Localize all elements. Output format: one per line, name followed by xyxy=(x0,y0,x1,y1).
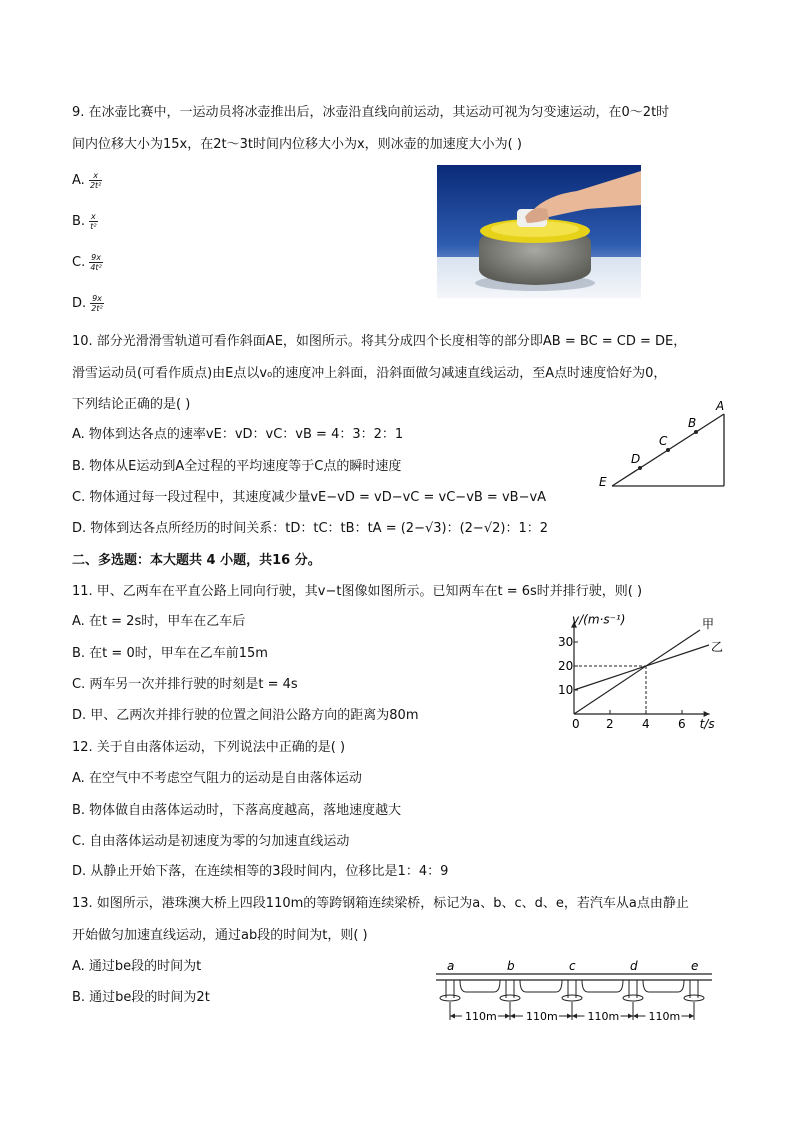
fraction xyxy=(90,294,103,313)
x-tick-label: 6 xyxy=(678,717,686,730)
y-tick-label: 20 xyxy=(558,659,574,673)
q13-stem-line2: 开始做匀加速直线运动，通过ab段的时间为t，则( ) xyxy=(72,928,368,943)
q11-option-c: C. 两车另一次并排行驶的时刻是t = 4s xyxy=(72,677,298,692)
dimension-arrow-left xyxy=(510,1014,515,1019)
q10-option-d: D. 物体到达各点所经历的时间关系：tD：tC：tB：tA = (2−√3)：(2−√2)：1：2 xyxy=(72,521,548,536)
label-c: C xyxy=(659,434,668,448)
span-length-label: 110m xyxy=(465,1010,497,1023)
bridge-point-e: e xyxy=(691,959,699,973)
q9-option-c xyxy=(72,253,103,272)
x-tick-label: 4 xyxy=(642,717,650,730)
series-line-jia xyxy=(574,630,700,714)
dimension-arrow-left xyxy=(572,1014,577,1019)
x-tick-label: 0 xyxy=(572,717,580,730)
q10-stem-line3: 下列结论正确的是( ) xyxy=(72,397,191,412)
fraction-numerator: 9x xyxy=(91,253,101,262)
pier-base xyxy=(440,995,460,1001)
q9-option-a xyxy=(72,171,102,190)
q13-option-a: A. 通过be段的时间为t xyxy=(72,959,202,974)
q10-stem-line2: 滑雪运动员(可看作质点)由E点以v₀的速度冲上斜面，沿斜面做匀减速直线运动，至A点时速度恰好为0， xyxy=(72,366,667,381)
x-axis-title: t/s xyxy=(699,717,715,730)
fraction-denominator: 2t² xyxy=(89,181,102,190)
label-e: E xyxy=(599,475,607,489)
option-label: D. xyxy=(72,296,91,311)
option-label: B. xyxy=(72,214,90,229)
q11-option-d: D. 甲、乙两次并排行驶的位置之间沿公路方向的距离为80m xyxy=(72,708,419,723)
q10-stem-line1: 10. 部分光滑滑雪轨道可看作斜面AE，如图所示。将其分成四个长度相等的部分即AB = BC = CD = DE， xyxy=(72,334,687,349)
series-line-yi xyxy=(574,645,709,690)
q10-option-c: C. 物体通过每一段过程中，其速度减少量vE−vD = vD−vC = vC−vB = vB−vA xyxy=(72,490,547,505)
q12-option-a: A. 在空气中不考虑空气阻力的运动是自由落体运动 xyxy=(72,771,362,786)
q12-option-d: D. 从静止开始下落，在连续相等的3段时间内，位移比是1：4：9 xyxy=(72,864,449,879)
dimension-arrow-right xyxy=(567,1014,572,1019)
section-multiple-choice-heading: 二、多选题：本大题共 4 小题，共16 分。 xyxy=(72,553,321,568)
incline-figure xyxy=(596,398,732,492)
pier-base xyxy=(500,995,520,1001)
label-d: D xyxy=(631,452,641,466)
q13-option-b: B. 通过be段的时间为2t xyxy=(72,990,210,1005)
label-b: B xyxy=(688,416,697,430)
curling-stone-photo xyxy=(437,165,641,298)
bridge-point-c: c xyxy=(569,959,576,973)
q11-option-a: A. 在t = 2s时，甲车在乙车后 xyxy=(72,614,246,629)
fraction-numerator: 9x xyxy=(92,294,102,303)
q9-stem-line2: 间内位移大小为15x，在2t～3t时间内位移大小为x，则冰壶的加速度大小为( ) xyxy=(72,137,522,152)
x-tick-label: 2 xyxy=(606,717,614,730)
option-label: A. xyxy=(72,173,89,188)
pier-base xyxy=(684,995,704,1001)
label-a: A xyxy=(716,399,725,413)
dimension-arrow-right xyxy=(628,1014,633,1019)
q10-option-a: A. 物体到达各点的速率vE：vD：vC：vB = 4：3：2：1 xyxy=(72,427,404,442)
span-arch xyxy=(460,980,500,992)
vt-graph xyxy=(556,604,728,730)
dimension-arrow-left xyxy=(633,1014,638,1019)
option-label: C. xyxy=(72,255,90,270)
q13-stem-line1: 13. 如图所示，港珠澳大桥上四段110m的等跨钢箱连续梁桥，标记为a、b、c、d、e，若汽车从a点由静止 xyxy=(72,896,689,911)
q12-option-b: B. 物体做自由落体运动时，下落高度越高，落地速度越大 xyxy=(72,803,402,818)
fraction xyxy=(89,212,97,231)
series-label-jia: 甲 xyxy=(702,617,715,631)
fraction-denominator: 2t² xyxy=(91,304,103,313)
bridge-point-b: b xyxy=(507,959,515,973)
span-arch xyxy=(520,980,562,992)
q9-stem-line1: 9. 在冰壶比赛中，一运动员将冰壶推出后，冰壶沿直线向前运动，其运动可视为匀变速运动，在0～2t时 xyxy=(72,105,670,120)
span-arch xyxy=(643,980,684,992)
dimension-arrow-left xyxy=(450,1014,455,1019)
fraction xyxy=(89,171,102,190)
pier-base xyxy=(623,995,643,1001)
fraction-numerator: x xyxy=(90,212,96,221)
span-length-label: 110m xyxy=(587,1010,620,1023)
q9-option-d xyxy=(72,294,104,313)
q12-stem: 12. 关于自由落体运动，下列说法中正确的是( ) xyxy=(72,740,346,755)
q11-stem: 11. 甲、乙两车在平直公路上同向行驶，其v−t图像如图所示。已知两车在t = 6s时并排行驶，则( ) xyxy=(72,584,643,599)
bridge-figure xyxy=(434,958,714,1028)
y-axis-title: v/(m·s⁻¹) xyxy=(572,612,626,627)
dimension-arrow-right xyxy=(505,1014,510,1019)
q12-option-c: C. 自由落体运动是初速度为零的匀加速直线运动 xyxy=(72,834,350,849)
y-tick-label: 10 xyxy=(558,683,574,697)
dimension-arrow-right xyxy=(689,1014,694,1019)
y-tick-label: 30 xyxy=(558,635,574,649)
q10-option-b: B. 物体从E运动到A全过程的平均速度等于C点的瞬时速度 xyxy=(72,459,402,474)
q11-option-b: B. 在t = 0时，甲车在乙车前15m xyxy=(72,646,268,661)
fraction-numerator: x xyxy=(89,171,102,181)
fraction-denominator: 4t² xyxy=(90,263,102,272)
bridge-point-d: d xyxy=(630,959,638,973)
bridge-point-a: a xyxy=(447,959,455,973)
fraction-denominator: t² xyxy=(90,222,97,231)
span-length-label: 110m xyxy=(648,1010,681,1023)
span-length-label: 110m xyxy=(526,1010,558,1023)
point-d xyxy=(638,466,642,470)
point-b xyxy=(694,430,698,434)
point-c xyxy=(666,448,670,452)
span-arch xyxy=(582,980,623,992)
fraction xyxy=(89,253,102,272)
q9-option-b xyxy=(72,212,98,231)
series-label-yi: 乙 xyxy=(711,640,724,654)
pier-base xyxy=(562,995,582,1001)
